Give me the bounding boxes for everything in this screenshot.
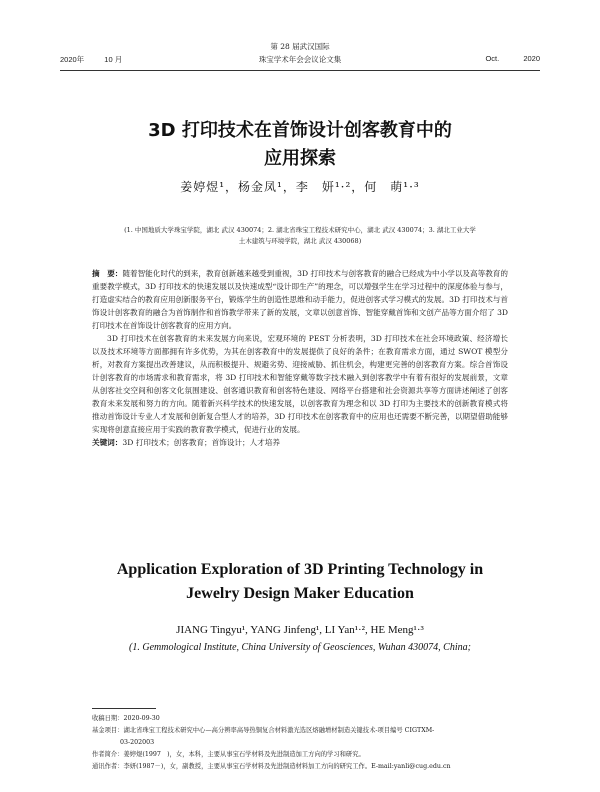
header-conf-line1: 第 28 届武汉国际 xyxy=(270,42,330,51)
affil-cn-line1: (1. 中国地质大学珠宝学院，湖北 武汉 430074；2. 湖北省珠宝工程技术研究中心，湖北 武汉 430074；3. 湖北工业大学 xyxy=(124,226,476,234)
abstract-para-2: 3D 打印技术在创客教育的未来发展方向来说，宏观环境的 PEST 分析表明，3D 打印技术在社会环境政策、经济增长以及技术环境等方面都拥有许多优势，为其在创客教育中的发展提供了良好的条件；在教育需求方面，通过 SWOT 模型分析，对教育方案提出改善建议，从而积极提升、规避劣势、迎接威胁、抓住机会，构建更完善的创客教育方案。综合首饰设计创客教育的市场需求和教育需求，将 3D 打印技术和智能穿戴等数字技术融入到创客教学中有着有很好的发展前景，文章从创客社交空间和创客文化氛围建设、创客通识教育和创客特色建设、网络平台搭建和社会资源共享等方面讲述阐述了创客教育未来发展和努力的方向。随着新兴科学技术的快速发展，以创客教育为理念和以 3D 打印为主要技术的创新教育模式将推动首饰设计专业人才发展和创新复合型人才的培养，3D 打印技术在创客教育中的应用也还需要不断完善，以期望借助能够实现将创意直接应用于实践的教育教学模式，促进行业的发展。 xyxy=(92,334,508,434)
footnote-fund: 基金项目：湖北省珠宝工程技术研究中心—高分辨率高导热铜复合材料激光选区熔融增材制造关键技术-项目编号 CIGTXM- xyxy=(92,727,435,734)
keywords-text: 3D 打印技术；创客教育；首饰设计；人才培养 xyxy=(122,438,280,447)
footnote-author: 作者简介：姜婷煜(1997 )，女，本科，主要从事宝石学材料及先进制造加工方向的学习和研究。 xyxy=(92,751,365,758)
footnote-received: 收稿日期：2020-09-30 xyxy=(92,715,160,722)
header-month: 10 月 xyxy=(104,55,123,64)
header-year: 2020年 xyxy=(60,55,85,64)
title-english xyxy=(60,558,540,606)
authors-english: JIANG Tingyu¹, YANG Jinfeng¹, LI Yan¹·², HE Meng¹·³ xyxy=(176,624,424,636)
header-right xyxy=(463,54,540,63)
abstract-para-1 xyxy=(92,267,508,332)
affiliation-chinese xyxy=(92,225,508,247)
abstract xyxy=(92,267,508,449)
footnote-fund-cont: 03-202003 xyxy=(120,739,155,746)
abstract-label: 摘 要： xyxy=(92,269,123,278)
title-cn-line2: 应用探索 xyxy=(264,148,336,169)
footnotes xyxy=(92,713,545,773)
keywords xyxy=(92,436,508,449)
title-en-line2: Jewelry Design Maker Education xyxy=(186,585,414,602)
footnote-rule xyxy=(92,708,156,709)
header-conf-line2: 珠宝学术年会会议论文集 xyxy=(258,55,342,64)
affil-cn-line2: 土木建筑与环境学院，湖北 武汉 430068) xyxy=(238,237,362,245)
header-month-en: Oct. xyxy=(485,54,500,63)
title-cn-line1: 3D 打印技术在首饰设计创客教育中的 xyxy=(148,120,452,141)
authors-chinese: 姜婷煜¹，杨金凤¹，李 妍¹·²，何 萌¹·³ xyxy=(180,180,420,194)
header-rule xyxy=(60,70,540,71)
header-year-en: 2020 xyxy=(523,54,540,63)
title-en-line1: Application Exploration of 3D Printing Technology in xyxy=(116,561,484,578)
title-chinese xyxy=(80,117,520,173)
affiliation-english: (1. Gemmological Institute, China University of Geosciences, Wuhan 430074, China; xyxy=(129,642,471,653)
footnote-corresponding: 通讯作者：李妍(1987－)，女，副教授，主要从事宝石学材料及先进制造材料加工方向的研究工作。E-mail:yanli@cug.edu.cn xyxy=(92,763,451,770)
running-header xyxy=(60,40,540,70)
keywords-label: 关键词： xyxy=(92,438,123,447)
abstract-text-1: 随着智能化时代的到来，教育创新越来越受到重视，3D 打印技术与创客教育的融合已经成为中小学以及高等教育的重要教学模式，3D 打印技术的快速发展以及快速成型“设计即生产”的理念，可以增强学生在学习过程中的深度体验与参与，打造虚实结合的教育应用创新服务平台，锻炼学生的创造性思维和动手能力，促进创客式学习模式的发展。3D 打印技术与首饰设计创客教育的融合为首饰制作和首饰教学带来了新的发展，文章以创意首饰、智能穿戴首饰和文创产品等方面介绍了 3D 打印技术在首饰设计创客教育的应用方向。 xyxy=(92,269,508,330)
